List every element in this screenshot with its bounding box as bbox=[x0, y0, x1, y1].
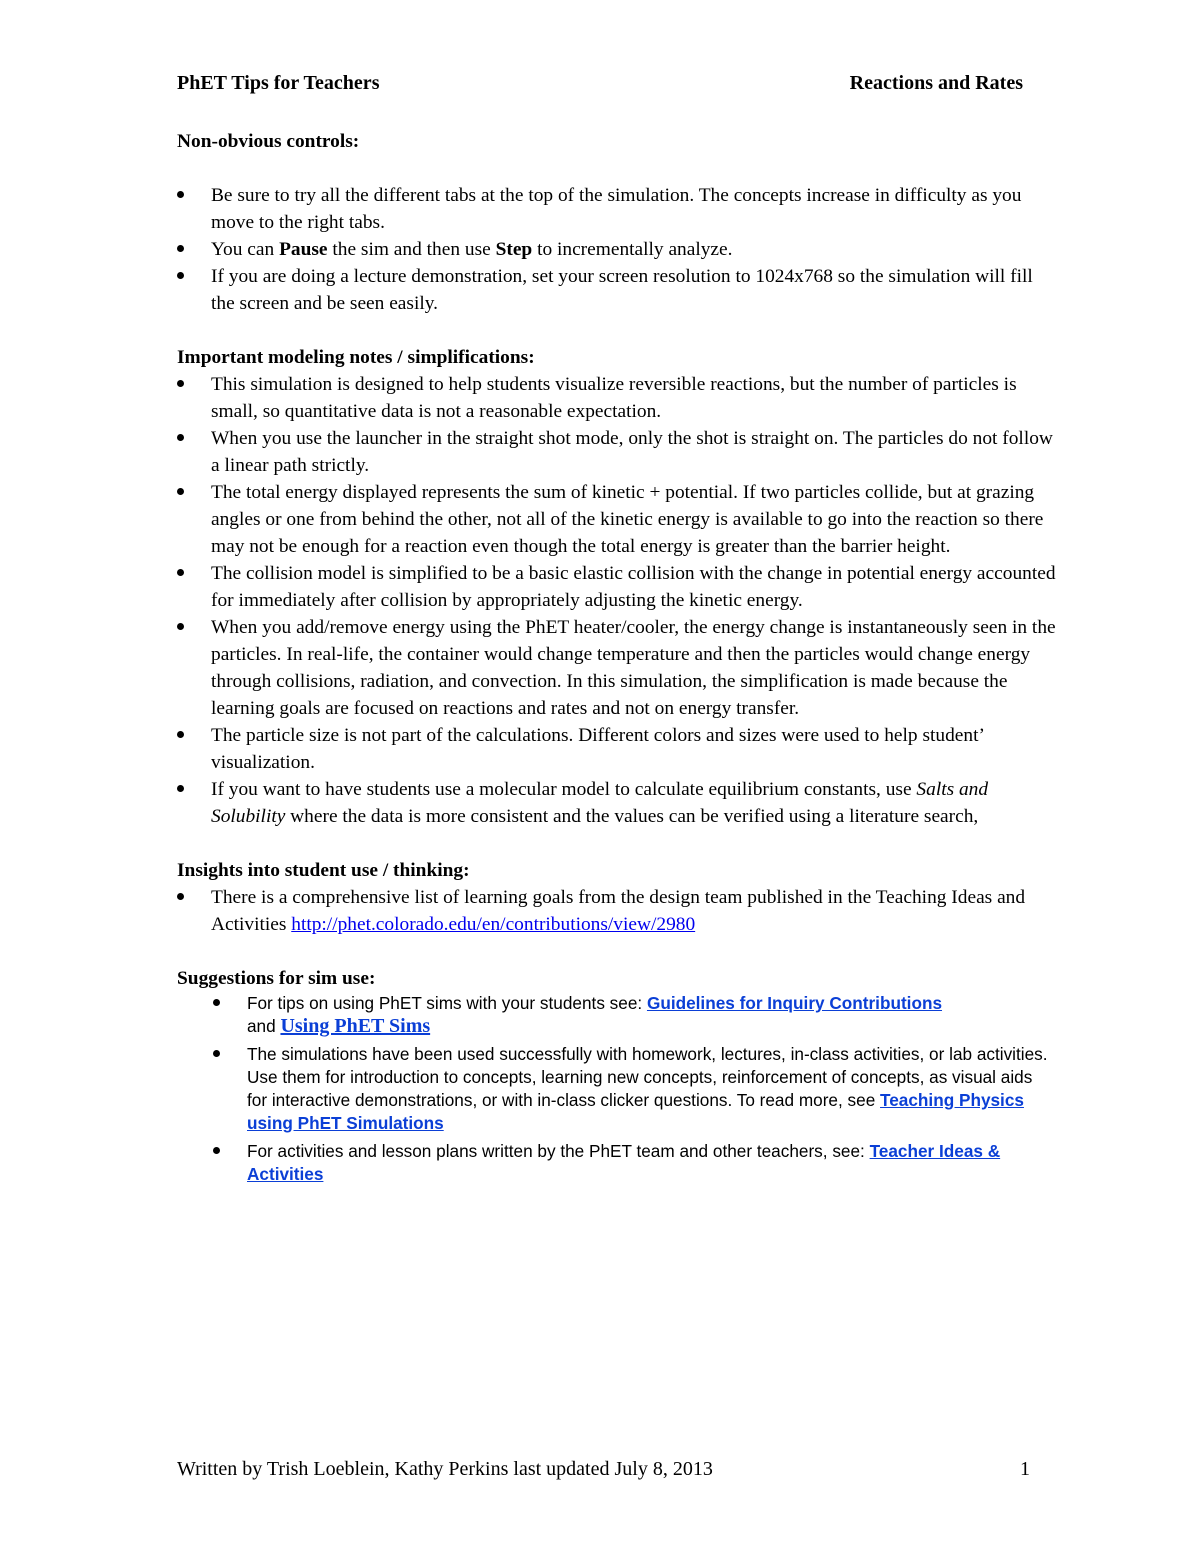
header-title: PhET Tips for Teachers bbox=[177, 72, 380, 94]
learning-goals-link[interactable]: http://phet.colorado.edu/en/contributions/view/2980 bbox=[291, 914, 696, 935]
bullet-icon bbox=[213, 1043, 227, 1066]
header-sim-name: Reactions and Rates bbox=[849, 72, 1023, 94]
list-item: The simulations have been used successfully with homework, lectures, in-class activities, or lab activities. Use them for introduction to concepts, learning new concepts, reinforcement of concepts, as visual aids for interactive demonstrations, or with in-class clicker questions. To read more, see Teaching Physics using PhET Simulations bbox=[177, 1043, 1057, 1135]
list-item: If you want to have students use a molecular model to calculate equilibrium constants, use Salts and Solubility where the data is more consistent and the values can be verified using a literature search, bbox=[177, 776, 1057, 830]
section-title-controls: Non-obvious controls: bbox=[177, 131, 360, 152]
using-phet-sims-link[interactable]: Using PhET Sims bbox=[280, 1015, 431, 1037]
section-title-insights: Insights into student use / thinking: bbox=[177, 860, 470, 881]
bullet-icon bbox=[177, 560, 191, 587]
bullet-icon bbox=[213, 1140, 227, 1163]
list-item: When you use the launcher in the straight shot mode, only the shot is straight on. The particles do not follow a linear path strictly. bbox=[177, 425, 1057, 479]
suggestions-list bbox=[177, 992, 1057, 1186]
list-item: For tips on using PhET sims with your students see: Guidelines for Inquiry Contributions and Using PhET Sims bbox=[177, 992, 1057, 1038]
insights-list bbox=[177, 884, 1057, 938]
page-header bbox=[177, 72, 1023, 100]
list-item: This simulation is designed to help students visualize reversible reactions, but the number of particles is small, so quantitative data is not a reasonable expectation. bbox=[177, 371, 1057, 425]
bullet-icon bbox=[213, 992, 227, 1015]
list-item: If you are doing a lecture demonstration, set your screen resolution to 1024x768 so the simulation will fill the screen and be seen easily. bbox=[177, 263, 1057, 317]
list-item: The particle size is not part of the calculations. Different colors and sizes were used to help student’ visualization. bbox=[177, 722, 1057, 776]
section-title-modeling: Important modeling notes / simplifications: bbox=[177, 347, 535, 368]
footer-authors: Written by Trish Loeblein, Kathy Perkins last updated July 8, 2013 bbox=[177, 1458, 713, 1480]
list-item: There is a comprehensive list of learning goals from the design team published in the Teaching Ideas and Activities http://phet.colorado.edu/en/contributions/view/2980 bbox=[177, 884, 1057, 938]
page-number: 1 bbox=[1020, 1458, 1030, 1480]
list-item: Be sure to try all the different tabs at the top of the simulation. The concepts increase in difficulty as you move to the right tabs. bbox=[177, 182, 1057, 236]
bullet-icon bbox=[177, 263, 191, 290]
modeling-list bbox=[177, 371, 1057, 830]
list-item: For activities and lesson plans written by the PhET team and other teachers, see: Teacher Ideas & Activities bbox=[177, 1140, 1057, 1186]
list-item: You can Pause the sim and then use Step to incrementally analyze. bbox=[177, 236, 1057, 263]
bullet-icon bbox=[177, 614, 191, 641]
list-item: When you add/remove energy using the PhET heater/cooler, the energy change is instantaneously seen in the particles. In real-life, the container would change temperature and then the particles would change energy through collisions, radiation, and convection. In this simulation, the simplification is made because the learning goals are focused on reactions and rates and not on energy transfer. bbox=[177, 614, 1057, 722]
bullet-icon bbox=[177, 479, 191, 506]
teacher-ideas-link[interactable]: Teacher Ideas & Activities bbox=[247, 1141, 1001, 1184]
list-item: The total energy displayed represents the sum of kinetic + potential. If two particles collide, but at grazing angles or one from behind the other, not all of the kinetic energy is available to go into the reaction so there may not be enough for a reaction even though the total energy is greater than the barrier height. bbox=[177, 479, 1057, 560]
bullet-icon bbox=[177, 884, 191, 911]
list-item: The collision model is simplified to be a basic elastic collision with the change in potential energy accounted for immediately after collision by appropriately adjusting the kinetic energy. bbox=[177, 560, 1057, 614]
guidelines-link[interactable]: Guidelines for Inquiry Contributions bbox=[646, 993, 943, 1013]
bullet-icon bbox=[177, 425, 191, 452]
controls-list bbox=[177, 182, 1057, 317]
section-title-suggestions: Suggestions for sim use: bbox=[177, 968, 376, 989]
bullet-icon bbox=[177, 722, 191, 749]
bullet-icon bbox=[177, 182, 191, 209]
bullet-icon bbox=[177, 371, 191, 398]
document-body bbox=[177, 128, 1057, 1191]
bullet-icon bbox=[177, 236, 191, 263]
page-footer bbox=[177, 1458, 1030, 1486]
bullet-icon bbox=[177, 776, 191, 803]
teaching-physics-link[interactable]: Teaching Physics using PhET Simulations bbox=[247, 1090, 1024, 1133]
